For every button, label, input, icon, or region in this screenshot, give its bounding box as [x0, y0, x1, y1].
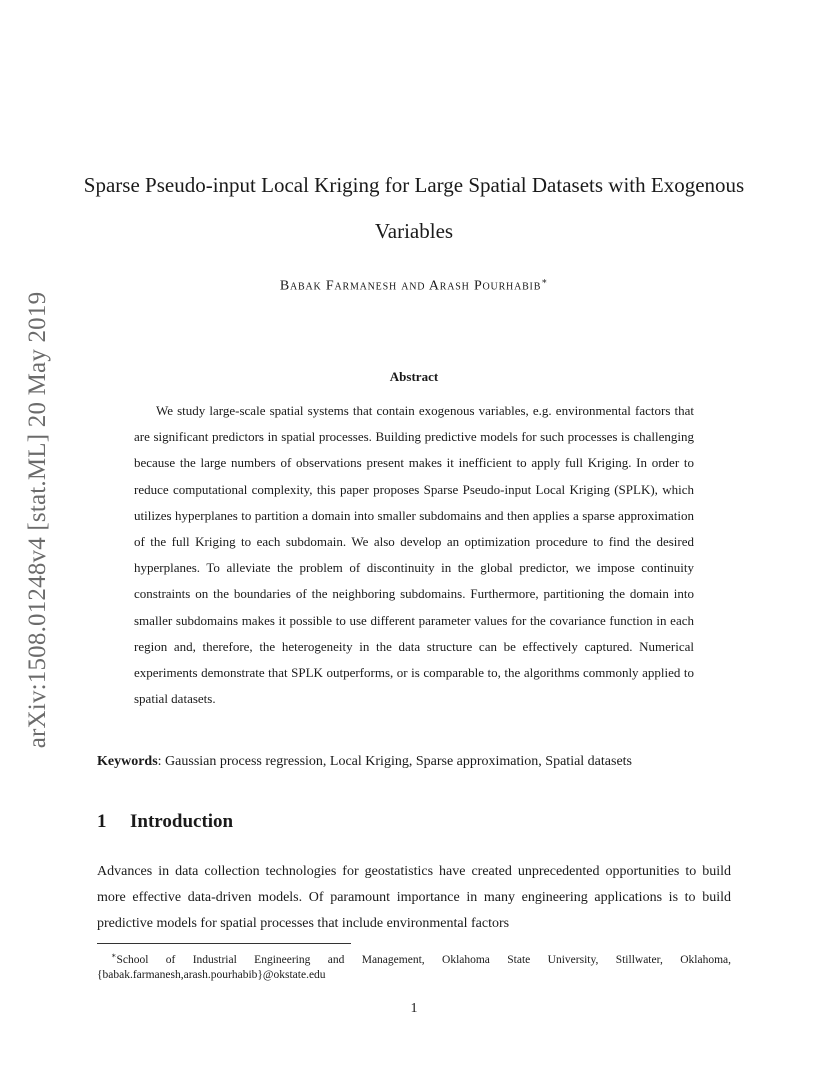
- keywords-line: [97, 754, 737, 770]
- paper-title: Sparse Pseudo-input Local Kriging for Large Spatial Datasets with Exogenous Variables: [83, 173, 745, 243]
- section-heading: [97, 811, 233, 833]
- author-names: Babak Farmanesh and Arash Pourhabib: [279, 278, 542, 294]
- footnote-divider: [97, 943, 351, 944]
- section-title: Introduction: [130, 811, 234, 832]
- page-number: 1: [410, 1001, 418, 1016]
- footnote: [97, 948, 731, 983]
- abstract-text: We study large-scale spatial systems that contain exogenous variables, e.g. environmental factors that are significant predictors in spatial processes. Building predictive models for such processes is challenging because the large numbers of observations present makes it inefficient to apply full Kriging. In order to reduce computational complexity, this paper proposes Sparse Pseudo-input Local Kriging (SPLK), which utilizes hyperplanes to partition a domain into smaller subdomains and then applies a sparse approximation of the full Kriging to each subdomain. We also develop an optimization procedure to find the desired hyperplanes. To alleviate the problem of discontinuity in the global predictor, we impose continuity constraints on the boundaries of the neighboring subdomains. Furthermore, partitioning the domain into smaller subdomains makes it possible to use different parameter values for the covariance function in each region and, therefore, the heterogeneity in the data structure can be effectively captured. Numerical experiments demonstrate that SPLK outperforms, or is comparable to, the algorithms commonly applied to spatial datasets.: [134, 403, 694, 707]
- introduction-text: Advances in data collection technologies for geostatistics have created unprecedented opportunities to build more effective data-driven models. Of paramount importance in many engineering applications is to build predictive models for spatial processes that include environmental factors: [97, 864, 731, 931]
- author-footnote-mark: ∗: [541, 276, 549, 286]
- keywords-list: : Gaussian process regression, Local Kriging, Sparse approximation, Spatial datasets: [157, 754, 633, 769]
- author-list: [80, 276, 748, 295]
- footnote-text: School of Industrial Engineering and Management, Oklahoma State University, Stillwater, Oklahoma, {babak.farmanesh,arash.pourhabib}@okstate.edu: [97, 953, 731, 981]
- keywords-label: Keywords: [97, 754, 158, 769]
- abstract-heading: Abstract: [389, 369, 439, 384]
- section-number: 1: [97, 811, 107, 832]
- footnote-mark: ∗: [111, 951, 117, 960]
- arxiv-identifier: arXiv:1508.01248v4 [stat.ML] 20 May 2019: [24, 291, 51, 749]
